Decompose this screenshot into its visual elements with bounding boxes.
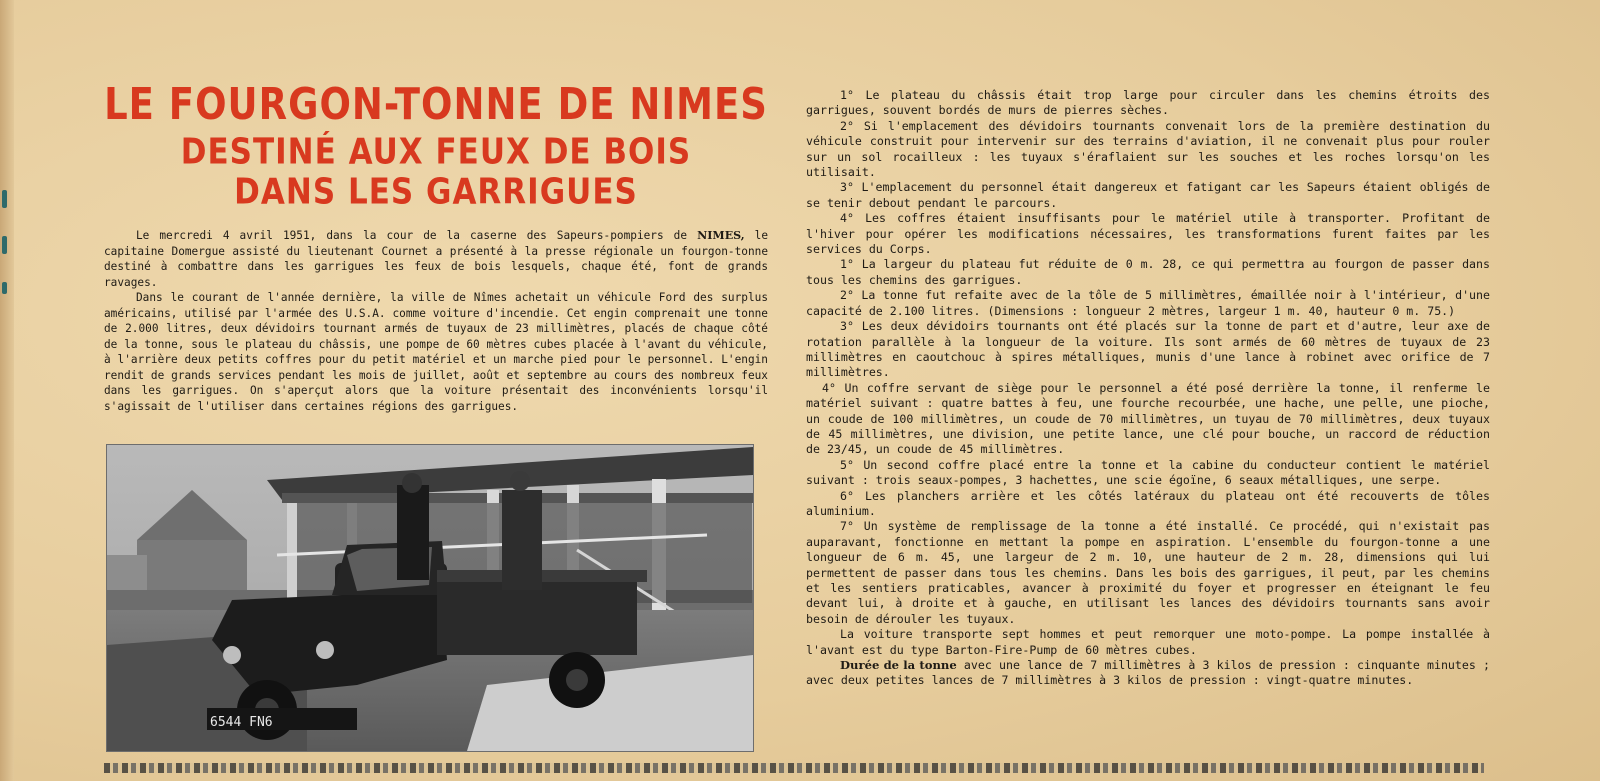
- point-4-change: 4° Un coffre servant de siège pour le personnel a été posé derrière la tonne, il renferme le matériel suivant : quatre battes à feu, une fourche recourbée, une hache, une pelle, une pioche, un coude de 100 millimètres, un coude de 70 millimètres, un tuyau de 70 millimètres, deux tuyaux de 45 millimètres, une division, une petite lance, une clé pour bouche, un raccord de réduction de 23/45, un coude de 45 millimètres.: [806, 380, 1490, 457]
- intro-lead: Le mercredi 4 avril 1951, dans la cour de la caserne des Sapeurs-pompiers de: [136, 229, 688, 242]
- intro-text: [104, 228, 768, 414]
- point-3-change: 3° Les deux dévidoirs tournants ont été placés sur la tonne de part et d'autre, leur axe de rotation parallèle à la longueur de la voiture. Ils sont armés de 60 mètres de tuyaux de 23 millimètres en caoutchouc à spires métalliques, munis d'une lance à robinet avec orifice de 7 millimètres.: [806, 319, 1490, 380]
- point-6-change: 6° Les planchers arrière et les côtés latéraux du plateau ont été recouverts de tôles aluminium.: [806, 488, 1490, 518]
- margin-mark: [2, 236, 7, 254]
- left-column: [104, 79, 769, 774]
- point-4-problem: 4° Les coffres étaient insuffisants pour le matériel utile à transporter. Profitant de l'hiver pour opérer les modifications nécessaires, les transformations furent faites par les services du Corps.: [806, 211, 1490, 257]
- license-plate: 6544 FN6: [210, 715, 273, 730]
- photo-fire-truck: [106, 444, 754, 752]
- intro-paragraph: [104, 228, 768, 290]
- intro-city: NIMES,: [697, 229, 745, 242]
- point-5-change: 5° Un second coffre placé entre la tonne et la cabine du conducteur contient le matériel suivant : trois seaux-pompes, 3 hachettes, une scie égoïne, 6 seaux métalliques, une serpe.: [806, 457, 1490, 488]
- headline-main: LE FOURGON-TONNE DE NIMES: [104, 79, 768, 130]
- point-1-problem: 1° Le plateau du châssis était trop large pour circuler dans les chemins étroits des garrigues, souvent bordés de murs de pierres sèches.: [806, 88, 1490, 118]
- headline-sub-1: DESTINÉ AUX FEUX DE BOIS: [180, 131, 692, 173]
- decorative-border: [104, 763, 1484, 773]
- capacity-paragraph: La voiture transporte sept hommes et peut remorquer une moto-pompe. La pompe installée à l'avant est du type Barton-Fire-Pump de 60 mètres cubes.: [806, 627, 1490, 657]
- point-2-problem: 2° Si l'emplacement des dévidoirs tournants convenait lors de la première destination du véhicule construit pour intervenir sur des terrains d'aviation, il ne convenait plus pour rouler sur un sol rocailleux : les tuyaux s'éraflaient sur les souches et les roches lorsqu'on les utilisait.: [806, 118, 1490, 180]
- intro-rest: le capitaine Domergue assisté du lieutenant Cournet a présenté à la presse régionale un fourgon-tonne destiné à combattre dans les garrigues les feux de bois lesquels, chaque été, font de grands ravages.: [104, 229, 769, 289]
- details-text: [806, 88, 1490, 689]
- duration-heading: Durée de la tonne: [840, 658, 957, 673]
- point-2-change: 2° La tonne fut refaite avec de la tôle de 5 millimètres, émaillée noir à l'intérieur, d'une capacité de 2.100 litres. (Dimensions : longueur 2 mètres, largeur 1 m. 40, hauteur 0 m. 75.): [806, 288, 1490, 318]
- margin-mark: [2, 282, 7, 294]
- right-column: [806, 88, 1490, 768]
- duration-paragraph: [806, 658, 1490, 689]
- photo-image: [107, 445, 753, 751]
- margin-mark: [2, 190, 7, 208]
- page-edge: [0, 0, 14, 781]
- point-3-problem: 3° L'emplacement du personnel était dangereux et fatigant car les Sapeurs étaient obligés de se tenir debout pendant le parcours.: [806, 180, 1490, 210]
- history-paragraph: Dans le courant de l'année dernière, la ville de Nîmes achetait un véhicule Ford des surplus américains, utilisé par l'armée des U.S.A. comme voiture d'incendie. Cet engin comprenait une tonne de 2.000 litres, deux dévidoirs tournant armés de tuyaux de 23 millimètres, placés de chaque côté de la tonne, sous le plateau du châssis, une pompe de 60 mètres cubes placée à l'avant du véhicule, à l'arrière deux petits coffres pour du petit matériel et un marche pied pour le personnel. L'engin rendit de grands services pendant les mois de juillet, août et septembre au cours des nombreux feux dans les garrigues. On s'aperçut alors que la voiture présentait des inconvénients lorsqu'il s'agissait de l'utiliser dans certaines régions des garrigues.: [104, 291, 768, 413]
- duration-text: avec une lance de 7 millimètres à 3 kilos de pression : cinquante minutes ; avec deux petites lances de 7 millimètres à 3 kilos de pression : vingt-quatre minutes.: [806, 658, 1490, 688]
- point-7-change: 7° Un système de remplissage de la tonne a été installé. Ce procédé, qui n'existait pas auparavant, fonctionne en mettant la pompe en aspiration. L'ensemble du fourgon-tonne a une longueur de 6 m. 45, une largeur de 2 m. 10, une hauteur de 2 m. 28, dimensions qui lui permettent de passer dans tous les chemins. Dans les bois des garrigues, il peut, par les chemins et les sentiers praticables, avancer à proximité du foyer et progresser en éteignant le feu devant lui, à droite et à gauche, en utilisant les lances des dévidoirs tournants sans avoir besoin de dérouler les tuyaux.: [806, 519, 1490, 626]
- point-1-change: 1° La largeur du plateau fut réduite de 0 m. 28, ce qui permettra au fourgon de passer dans tous les chemins des garrigues.: [806, 257, 1490, 287]
- headline-sub-2: DANS LES GARRIGUES: [234, 171, 638, 213]
